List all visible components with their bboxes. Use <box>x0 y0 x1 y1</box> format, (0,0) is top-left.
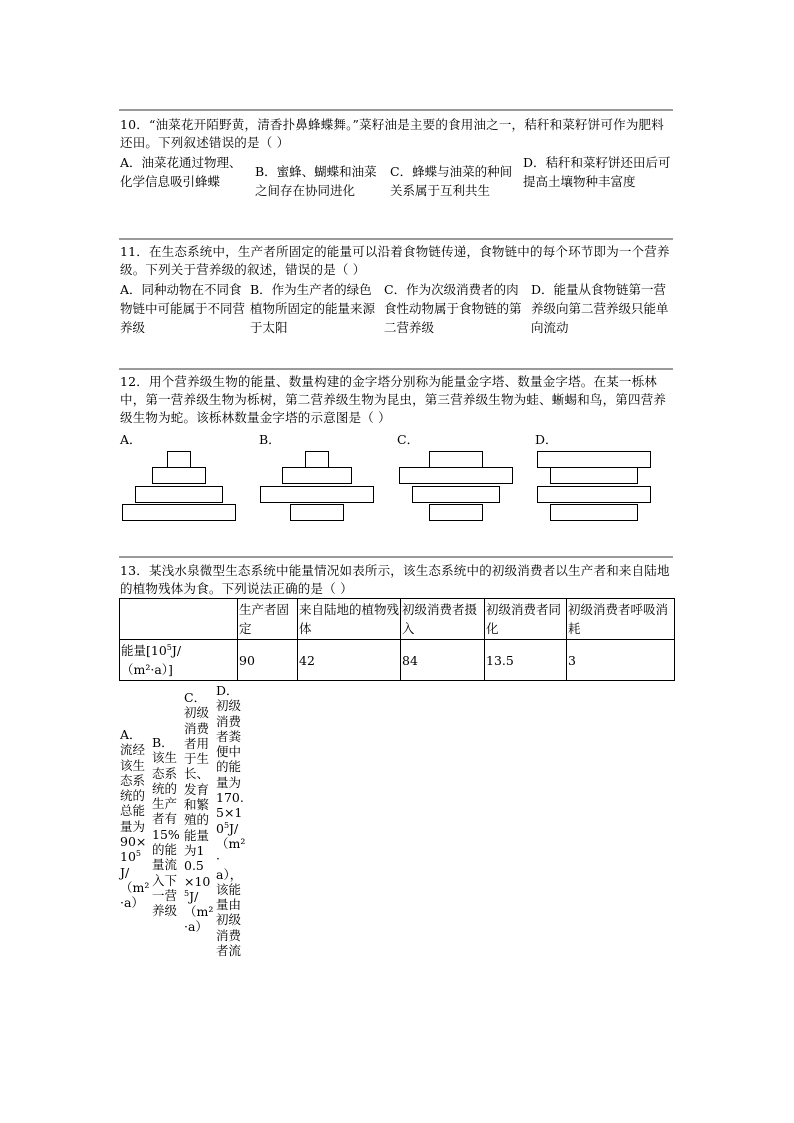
pyramid-level <box>122 504 236 521</box>
pyramid-level <box>550 467 638 484</box>
pyramid-level <box>429 504 483 521</box>
table-cell: 90 <box>238 640 298 681</box>
table-cell: 84 <box>401 640 485 681</box>
divider-q12 <box>119 368 673 370</box>
pyramid-d[interactable] <box>537 451 654 523</box>
pyramid-c[interactable] <box>399 451 514 523</box>
pyramid-level <box>550 504 638 521</box>
table-header-cell: 生产者固定 <box>238 599 298 640</box>
table-row-label: 能量[$10^5J/$ （m²·a）] <box>120 640 238 681</box>
table-row <box>120 640 675 681</box>
table-header-row <box>120 599 675 640</box>
pyramid-level <box>537 486 651 503</box>
divider-q10 <box>119 109 673 111</box>
q11-option-b[interactable]: B．作为生产者的绿色植物所固定的能量来源于太阳 <box>250 282 376 335</box>
q11-option-d[interactable]: D．能量从食物链第一营养级向第二营养级只能单向流动 <box>531 282 669 335</box>
pyramid-level <box>429 451 483 468</box>
q13-option-c[interactable]: C．初级消费者用于生长、发育和繁殖的能量为$10.5\times 10^5J/(m^2\cdot a)$ <box>184 690 214 935</box>
table-header-cell: 来自陆地的植物残体 <box>298 599 401 640</box>
table-header-cell: 初级消费者同化 <box>485 599 567 640</box>
q12-option-c-label[interactable]: C． <box>397 432 420 447</box>
q12-stem: 12．用个营养级生物的能量、数量构建的金字塔分别称为能量金字塔、数量金字塔。在某一栎林中，第一营养级生物为栎树，第二营养级生物为昆虫，第三营养级生物为蛙、蜥蜴和鸟，第四营养级生物为蛇。该栎林数量金字塔的示意图是（ ） <box>120 374 667 425</box>
table-cell: 42 <box>298 640 401 681</box>
q12-option-b-label[interactable]: B． <box>259 432 281 447</box>
table-header-cell: 初级消费者呼吸消耗 <box>567 599 675 640</box>
pyramid-level <box>290 504 344 521</box>
q12-option-a-label[interactable]: A． <box>120 432 142 447</box>
pyramid-b[interactable] <box>260 451 375 523</box>
table-header-cell <box>120 599 238 640</box>
q10-option-c[interactable]: C．蜂蝶与油菜的种间关系属于互利共生 <box>390 164 513 198</box>
q13-stem: 13．某浅水泉微型生态系统中能量情况如表所示，该生态系统中的初级消费者以生产者和来自陆地的植物残体为食。下列说法正确的是（ ） <box>120 563 670 596</box>
pyramid-level <box>282 467 352 484</box>
pyramid-level <box>260 486 374 503</box>
q10-stem: 10．“油菜花开陌野黄，清香扑鼻蜂蝶舞。”菜籽油是主要的食用油之一，秸秆和菜籽饼可作为肥料还田。下列叙述错误的是（ ） <box>120 117 664 150</box>
energy-table <box>119 598 675 681</box>
pyramid-level <box>135 486 223 503</box>
pyramid-level <box>537 451 651 468</box>
pyramid-level <box>412 486 500 503</box>
q10-option-a[interactable]: A．油菜花通过物理、化学信息吸引蜂蝶 <box>120 155 242 189</box>
q13-option-b[interactable]: B．该生态系统的生产者有15%的能量流入下一营养级 <box>152 735 180 919</box>
q10-option-d[interactable]: D．秸秆和菜籽饼还田后可提高土壤物种丰富度 <box>523 155 671 189</box>
q13-option-a[interactable]: A．流经该生态系统的总能量为$90\times 10^5J/(m^2\cdot a)$ <box>120 727 150 911</box>
pyramid-level <box>152 467 206 484</box>
pyramid-level <box>399 467 513 484</box>
pyramid-level <box>305 451 329 468</box>
q11-option-a[interactable]: A．同种动物在不同食物链中可能属于不同营养级 <box>120 282 246 335</box>
table-header-cell: 初级消费者摄入 <box>401 599 485 640</box>
pyramid-level <box>167 451 191 468</box>
q12-option-d-label[interactable]: D． <box>535 432 558 447</box>
q11-option-c[interactable]: C．作为次级消费者的肉食性动物属于食物链的第二营养级 <box>384 282 522 335</box>
table-cell: 3 <box>567 640 675 681</box>
divider-q11 <box>119 238 673 240</box>
q10-option-b[interactable]: B．蜜蜂、蝴蝶和油菜之间存在协同进化 <box>255 164 377 198</box>
q13-option-d[interactable]: D．初级消费者粪便中的能量为$170.5\times 10^5J/(m^2\cdot a)$，该能量由初级消费者流 <box>216 683 246 959</box>
pyramid-a[interactable] <box>122 451 237 523</box>
table-cell: 13.5 <box>485 640 567 681</box>
divider-q13 <box>119 556 673 558</box>
q11-stem: 11．在生态系统中，生产者所固定的能量可以沿着食物链传递，食物链中的每个环节即为一个营养级。下列关于营养级的叙述，错误的是（ ） <box>120 244 670 277</box>
